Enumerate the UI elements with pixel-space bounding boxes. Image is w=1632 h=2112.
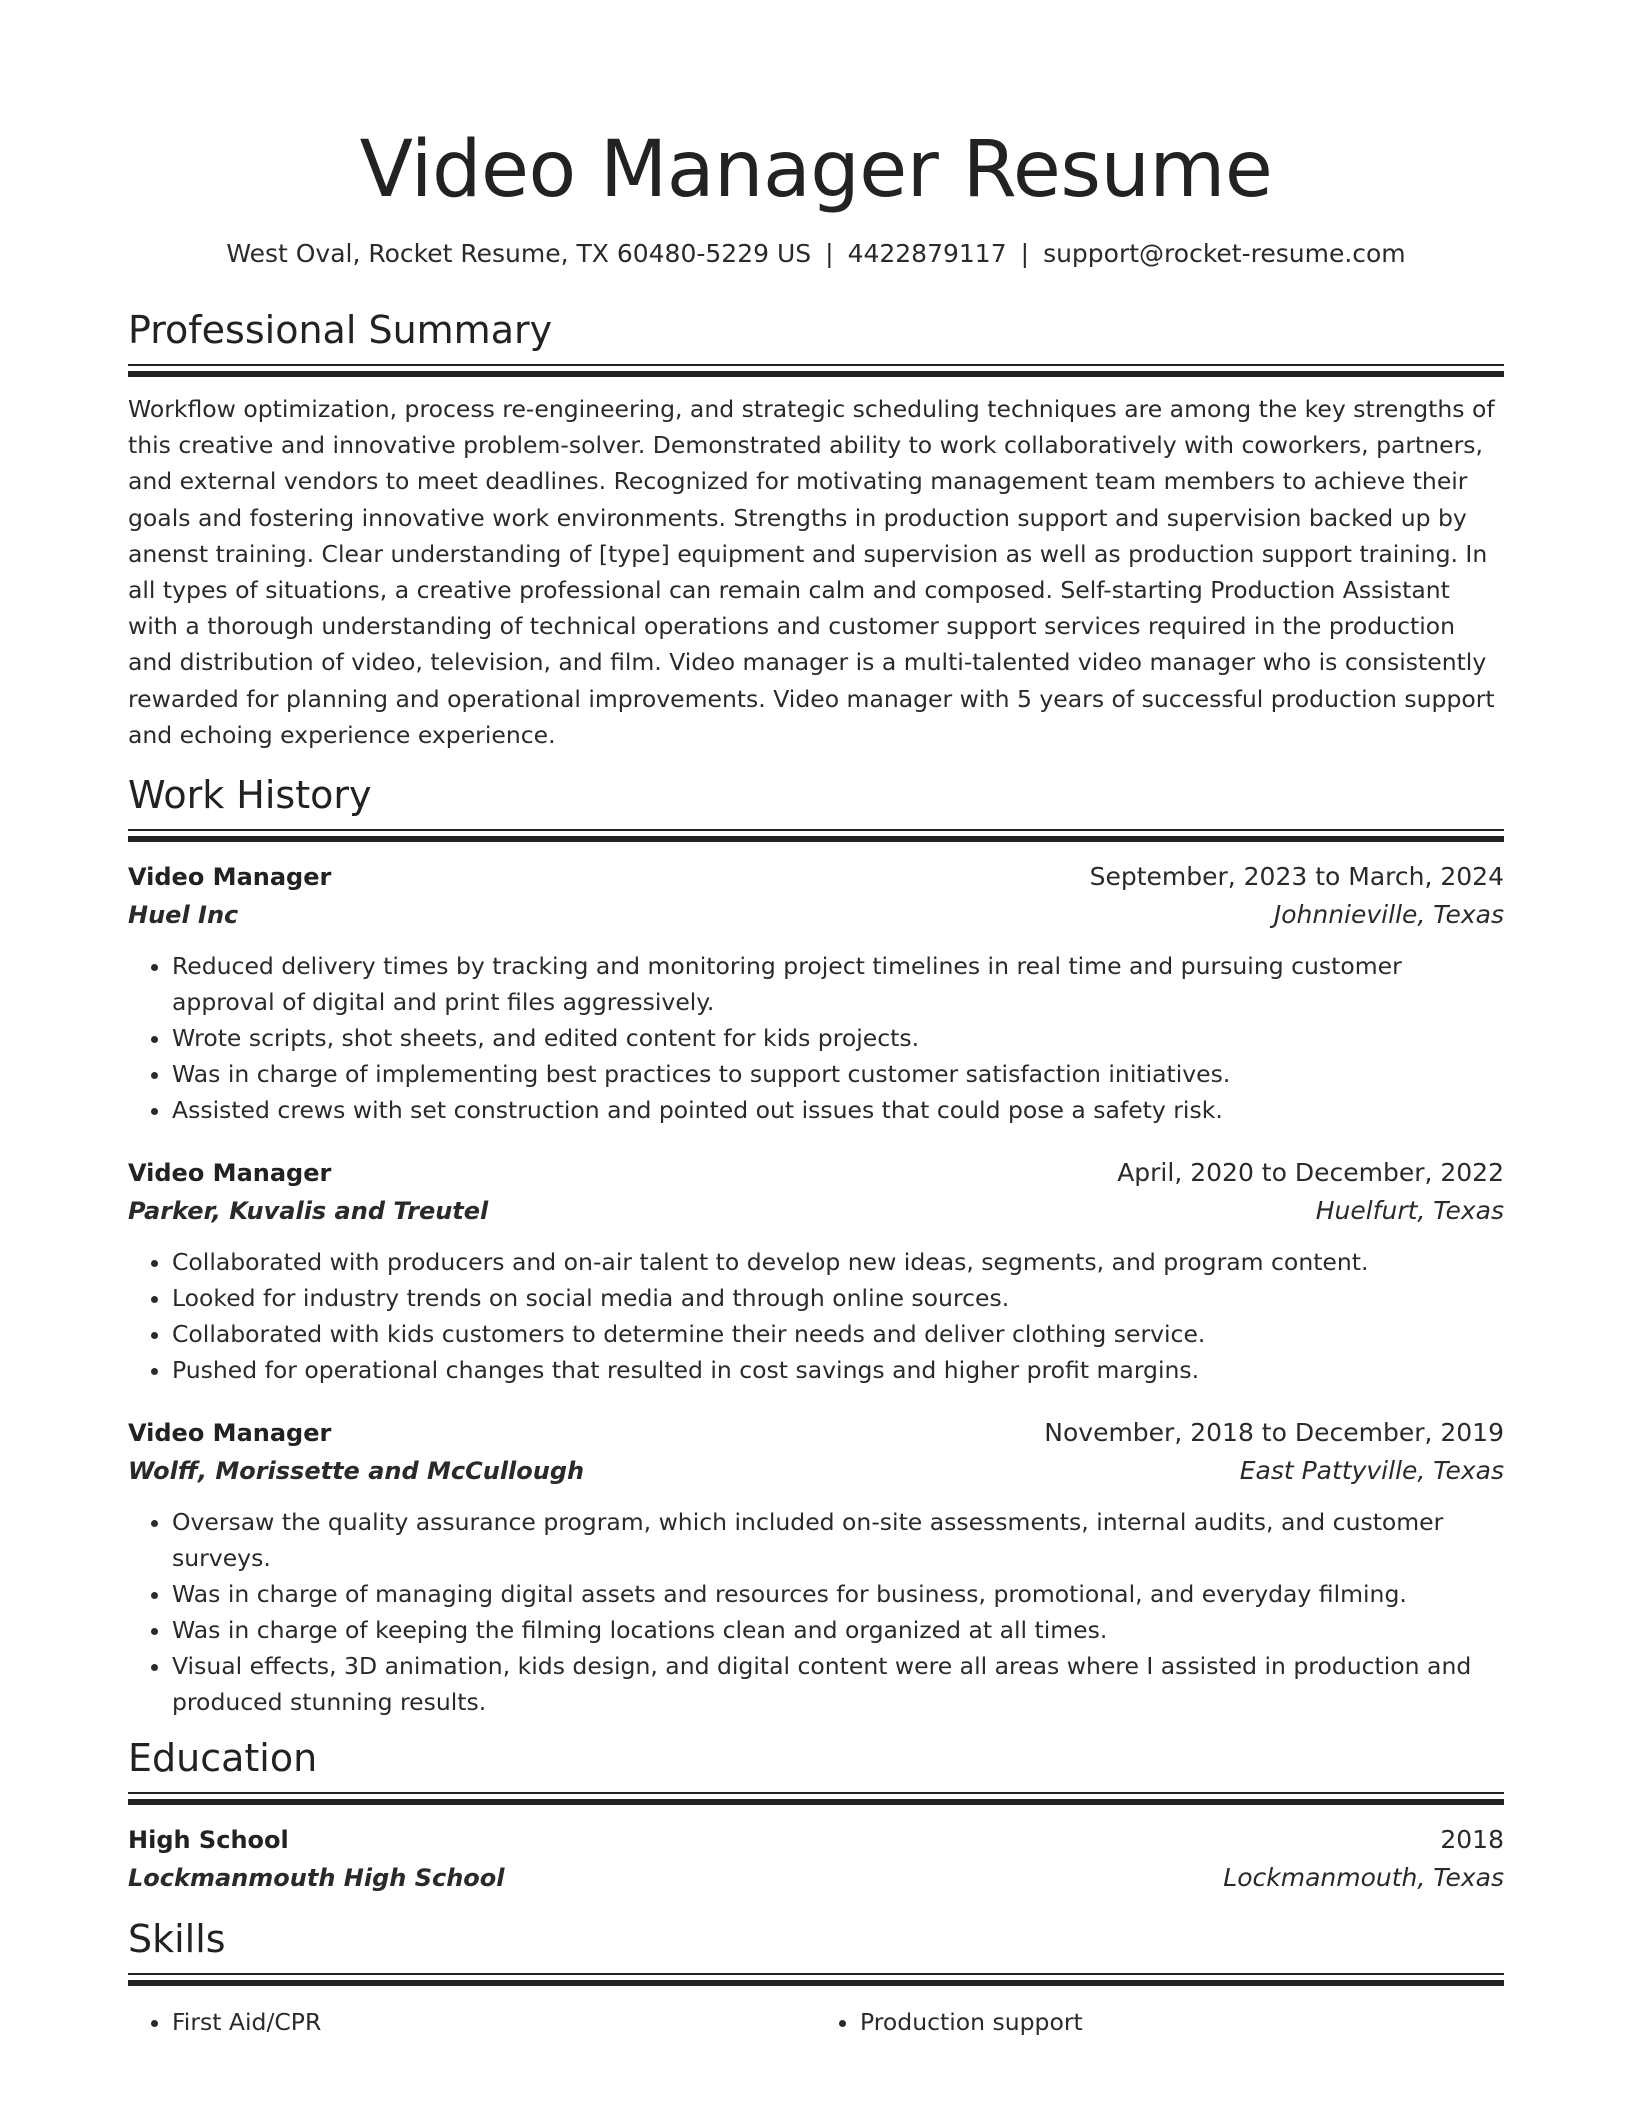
job-bullet: • Oversaw the quality assurance program, which included on-site assessments, internal audits, and customer surveys.	[172, 1504, 1504, 1576]
contact-address: West Oval, Rocket Resume, TX 60480-5229 US	[226, 239, 812, 268]
work-history-heading: Work History	[128, 773, 372, 818]
education-school: Lockmanmouth High School	[128, 1864, 505, 1893]
job-bullet: • Assisted crews with set construction and pointed out issues that could pose a safety risk.	[172, 1092, 1504, 1128]
job-header	[128, 1154, 1504, 1192]
education-heading: Education	[128, 1736, 318, 1781]
skills-section	[128, 1915, 1504, 2040]
section-divider-thick	[128, 1799, 1504, 1805]
job-bullet: • Visual effects, 3D animation, kids design, and digital content were all areas where I assisted in production and produced stunning results.	[172, 1648, 1504, 1720]
job-company: Wolff, Morissette and McCullough	[128, 1457, 585, 1486]
education-degree: High School	[128, 1826, 289, 1855]
section-divider	[128, 1792, 1504, 1794]
section-divider-thick	[128, 371, 1504, 377]
skill-item: • Production support	[860, 2004, 1504, 2040]
skills-list-left	[128, 2004, 816, 2040]
job-title: Video Manager	[128, 863, 332, 892]
job-company: Huel Inc	[128, 901, 239, 930]
job-dates: September, 2023 to March, 2024	[1089, 862, 1504, 892]
job-bullet: • Collaborated with kids customers to determine their needs and deliver clothing service.	[172, 1316, 1504, 1352]
job-bullets	[128, 1244, 1504, 1388]
job-bullets	[128, 948, 1504, 1128]
education-entry	[128, 1821, 1504, 1897]
skills-list-right	[816, 2004, 1504, 2040]
section-divider	[128, 829, 1504, 831]
job-bullet: • Wrote scripts, shot sheets, and edited content for kids projects.	[172, 1020, 1504, 1056]
education-section	[128, 1734, 1504, 1897]
job-header	[128, 1414, 1504, 1452]
job-location: Huelfurt, Texas	[1315, 1196, 1504, 1226]
contact-separator: |	[1020, 239, 1030, 268]
job-subheader	[128, 1192, 1504, 1230]
section-divider-thick	[128, 836, 1504, 842]
job-subheader	[128, 1452, 1504, 1490]
job-entry	[128, 1154, 1504, 1388]
skills-columns	[128, 2004, 1504, 2040]
contact-email: support@rocket-resume.com	[1043, 239, 1406, 268]
job-company: Parker, Kuvalis and Treutel	[128, 1197, 489, 1226]
job-bullet: • Was in charge of implementing best practices to support customer satisfaction initiatives.	[172, 1056, 1504, 1092]
education-year: 2018	[1440, 1825, 1504, 1855]
job-header	[128, 858, 1504, 896]
summary-heading: Professional Summary	[128, 308, 553, 352]
job-title: Video Manager	[128, 1159, 332, 1188]
section-divider	[128, 1973, 1504, 1975]
skill-item: • First Aid/CPR	[172, 2004, 816, 2040]
job-subheader	[128, 896, 1504, 934]
job-bullet: • Looked for industry trends on social media and through online sources.	[172, 1280, 1504, 1316]
summary-text: Workflow optimization, process re-engineering, and strategic scheduling techniques are among the key strengths of this creative and innovative problem-solver. Demonstrated ability to work collaboratively with coworkers, partners, and external vendors to meet deadlines. Recognized for motivating management team members to achieve their goals and fostering innovative work environments. Strengths in production support and supervision backed up by anenst training. Clear understanding of [type] equipment and supervision as well as production support training. In all types of situations, a creative professional can remain calm and composed. Self-starting Production Assistant with a thorough understanding of technical operations and customer support services required in the production and distribution of video, television, and film. Video manager is a multi-talented video manager who is consistently rewarded for planning and operational improvements. Video manager with 5 years of successful production support and echoing experience experience.	[128, 395, 1495, 749]
contact-phone: 4422879117	[847, 239, 1007, 268]
job-dates: November, 2018 to December, 2019	[1044, 1418, 1504, 1448]
job-bullet: • Pushed for operational changes that resulted in cost savings and higher profit margins.	[172, 1352, 1504, 1388]
job-bullet: • Was in charge of managing digital assets and resources for business, promotional, and everyday filming.	[172, 1576, 1504, 1612]
education-subheader	[128, 1859, 1504, 1897]
job-entry	[128, 1414, 1504, 1720]
job-location: East Pattyville, Texas	[1239, 1456, 1504, 1486]
skills-heading: Skills	[128, 1917, 226, 1962]
job-bullet: • Collaborated with producers and on-air talent to develop new ideas, segments, and program content.	[172, 1244, 1504, 1280]
job-bullet: • Was in charge of keeping the filming locations clean and organized at all times.	[172, 1612, 1504, 1648]
education-location: Lockmanmouth, Texas	[1223, 1863, 1504, 1893]
job-bullets	[128, 1504, 1504, 1720]
contact-separator: |	[825, 239, 834, 268]
job-dates: April, 2020 to December, 2022	[1117, 1158, 1504, 1188]
work-history-section	[128, 771, 1504, 1720]
contact-line	[128, 238, 1504, 270]
summary-section	[128, 306, 1504, 753]
job-entry	[128, 858, 1504, 1128]
section-divider	[128, 364, 1504, 366]
job-bullet: • Reduced delivery times by tracking and monitoring project timelines in real time and pursuing customer approval of digital and print files aggressively.	[172, 948, 1504, 1020]
job-location: Johnnieville, Texas	[1273, 900, 1504, 930]
resume-title: Video Manager Resume	[359, 125, 1273, 215]
section-divider-thick	[128, 1980, 1504, 1986]
job-title: Video Manager	[128, 1419, 332, 1448]
education-header	[128, 1821, 1504, 1859]
